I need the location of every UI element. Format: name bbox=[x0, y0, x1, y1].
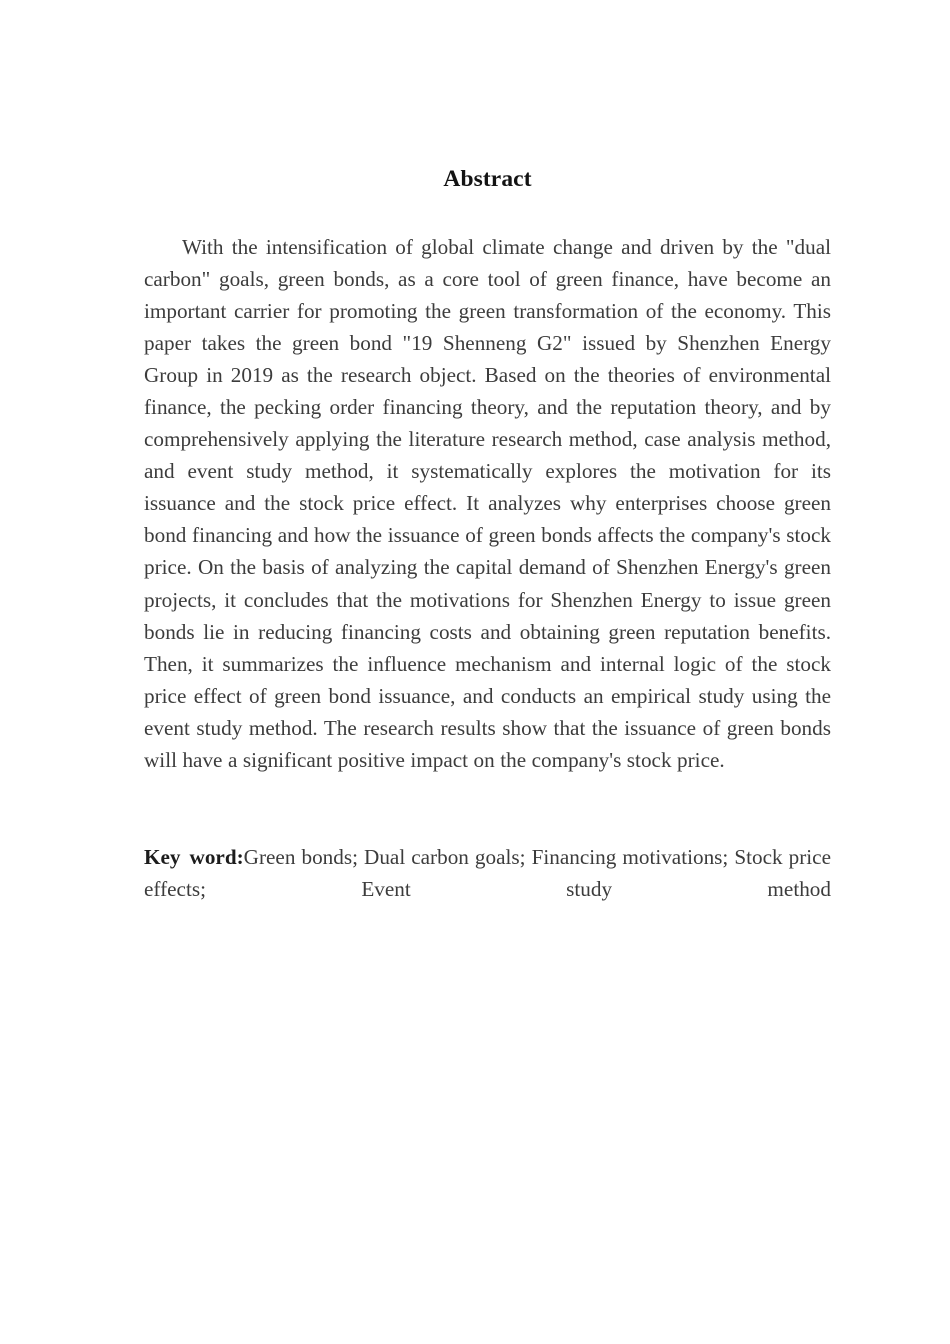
keywords-value: Green bonds; Dual carbon goals; Financing motivations; Stock price effects; Event study method bbox=[144, 845, 831, 902]
page-title: Abstract bbox=[443, 166, 532, 192]
keywords-section bbox=[144, 841, 831, 937]
keywords-label: Key word: bbox=[144, 845, 244, 869]
abstract-paragraph: With the intensification of global climate change and driven by the "dual carbon" goals, green bonds, as a core tool of green finance, have become an important carrier for promoting the green transformation of the economy. This paper takes the green bond "19 Shenneng G2" issued by Shenzhen Energy Group in 2019 as the research object. Based on the theories of environmental finance, the pecking order financing theory, and the reputation theory, and by comprehensively applying the literature research method, case analysis method, and event study method, it systematically explores the motivation for its issuance and the stock price effect. It analyzes why enterprises choose green bond financing and how the issuance of green bonds affects the company's stock price. On the basis of analyzing the capital demand of Shenzhen Energy's green projects, it concludes that the motivations for Shenzhen Energy to issue green bonds lie in reducing financing costs and obtaining green reputation benefits. Then, it summarizes the influence mechanism and internal logic of the stock price effect of green bond issuance, and conducts an empirical study using the event study method. The research results show that the issuance of green bonds will have a significant positive impact on the company's stock price. bbox=[144, 235, 831, 772]
